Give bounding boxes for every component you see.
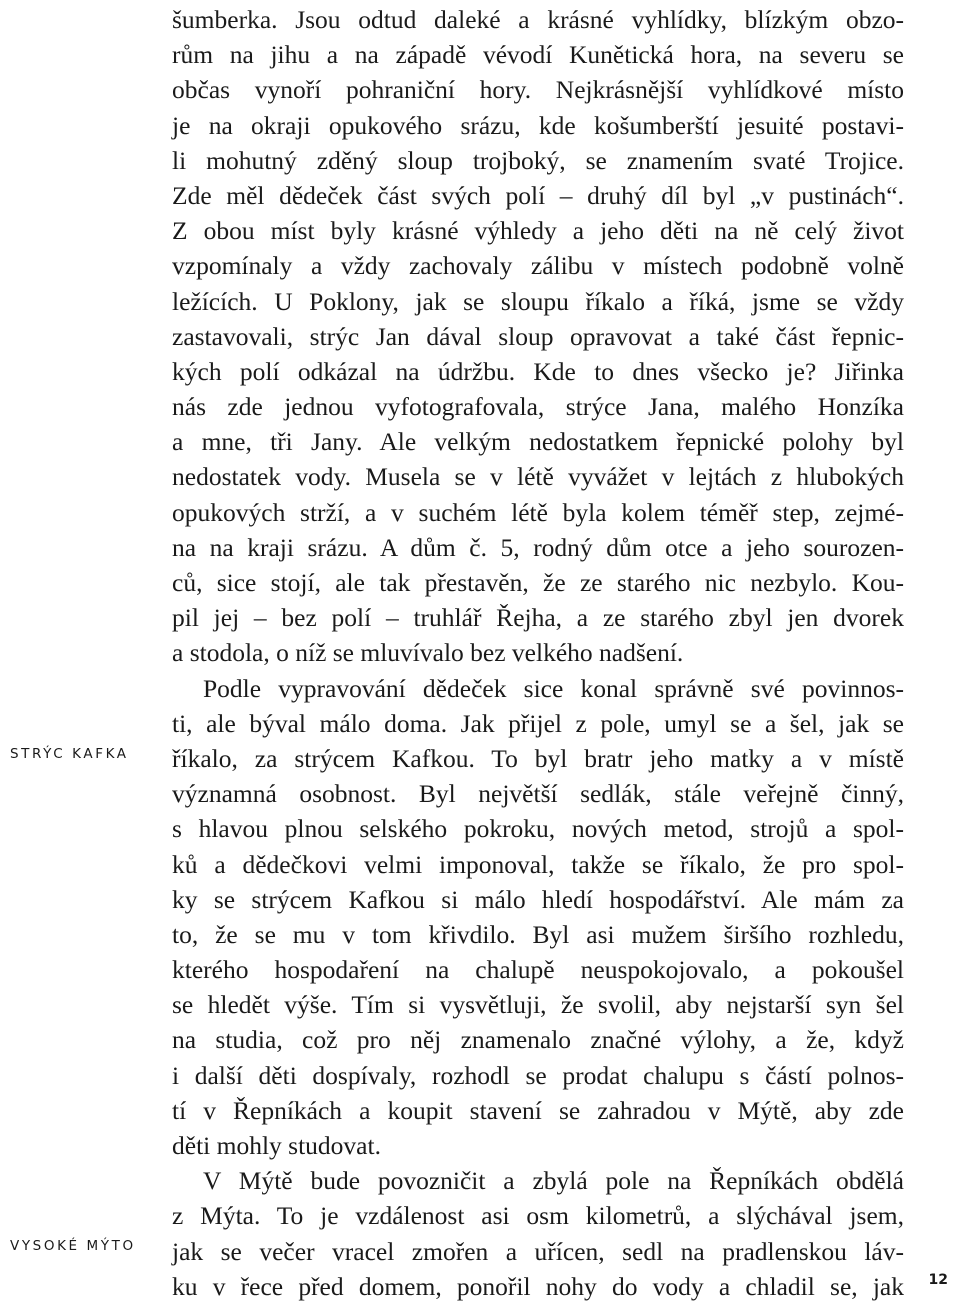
margin-note-vysoke-myto: VYSOKÉ MÝTO bbox=[10, 1238, 136, 1254]
paragraph-3 bbox=[172, 1163, 904, 1304]
text-line: Podle vypravování dědeček sice konal správně své povinnos- bbox=[203, 673, 904, 703]
text-line: rům na jihu a na západě vévodí Kunětická hora, na severu se bbox=[172, 40, 904, 70]
text-line: V Mýtě bude povozničit a zbylá pole na Řepníkách obdělá bbox=[203, 1166, 904, 1196]
text-line: a stodola, o níž se mluvívalo bez velkého nadšení. bbox=[172, 638, 684, 668]
text-line: Z obou míst byly krásné výhledy a jeho děti na ně celý život bbox=[172, 216, 904, 246]
paragraph-2 bbox=[172, 671, 904, 1164]
text-line: nedostatek vody. Musela se v létě vyvážet v lejtách z hlubokých bbox=[172, 462, 904, 492]
text-line: ků a dědečkovi velmi imponoval, takže se říkalo, že pro spol- bbox=[172, 849, 904, 879]
text-line: ležících. U Poklony, jak se sloupu říkalo a říká, jsme se vždy bbox=[172, 286, 904, 316]
text-line: jak se večer vracel zmořen a uřícen, sedl na pradlenskou láv- bbox=[172, 1236, 904, 1266]
page-number: 12 bbox=[928, 1272, 948, 1288]
text-line: Zde měl dědeček část svých polí – druhý díl byl „v pustinách“. bbox=[172, 180, 904, 210]
text-line: na na kraji srázu. A dům č. 5, rodný dům otce a jeho sourozen- bbox=[172, 532, 904, 562]
text-line: ku v řece před domem, ponořil nohy do vody a chladil se, jak bbox=[172, 1271, 904, 1301]
text-line: tí v Řepníkách a koupit stavení se zahradou v Mýtě, aby zde bbox=[172, 1095, 904, 1125]
text-line: opukových strží, a v suchém létě byla kolem téměř step, zejmé- bbox=[172, 497, 904, 527]
text-line: nás zde jednou vyfotografovala, strýce Jana, malého Honzíka bbox=[172, 392, 904, 422]
text-line: i další děti dospívaly, rozhodl se prodat chalupu s částí polnos- bbox=[172, 1060, 904, 1090]
text-line: s hlavou plnou selského pokroku, nových metod, strojů a spol- bbox=[172, 814, 904, 844]
text-line: se hledět výše. Tím si vysvětluji, že svolil, aby nejstarší syn šel bbox=[172, 990, 904, 1020]
margin-note-stryc-kafka: STRÝC KAFKA bbox=[10, 746, 129, 762]
body-text bbox=[172, 2, 904, 1304]
text-line: zastavovali, strýc Jan dával sloup opravovat a také část řepnic- bbox=[172, 321, 904, 351]
text-line: občas vynoří pohraniční hory. Nejkrásnější vyhlídkové místo bbox=[172, 75, 904, 105]
text-line: šumberka. Jsou odtud daleké a krásné vyhlídky, blízkým obzo- bbox=[172, 5, 904, 34]
text-line: říkalo, za strýcem Kafkou. To byl bratr jeho matky a v místě bbox=[172, 743, 904, 773]
text-line: vzpomínaly a vždy zachovaly zálibu v místech podobně volně bbox=[172, 251, 904, 281]
paragraph-1 bbox=[172, 2, 904, 671]
text-line: ti, ale býval málo doma. Jak přijel z pole, umyl se a šel, jak se bbox=[172, 708, 904, 738]
text-line: děti mohly studovat. bbox=[172, 1131, 381, 1160]
text-line: ců, sice stojí, ale tak přestavěn, že ze starého nic nezbylo. Kou- bbox=[172, 568, 904, 597]
text-line: z Mýta. To je vzdálenost asi osm kilometrů, a slýchával jsem, bbox=[172, 1201, 904, 1231]
text-line: kých polí odkázal na údržbu. Kde to dnes všecko je? Jiřinka bbox=[172, 356, 904, 386]
text-line: na studia, což pro něj znamenalo značné výlohy, a že, když bbox=[172, 1025, 904, 1055]
text-line: významná osobnost. Byl největší sedlák, stále veřejně činný, bbox=[172, 779, 904, 809]
text-line: li mohutný zděný sloup trojboký, se znamením svaté Trojice. bbox=[172, 145, 904, 175]
text-line: to, že se mu v tom křivdilo. Byl asi mužem širšího rozhledu, bbox=[172, 919, 904, 949]
text-line: a mne, tři Jany. Ale velkým nedostatkem řepnické polohy byl bbox=[172, 427, 904, 457]
text-line: ky se strýcem Kafkou si málo hledí hospodářství. Ale mám za bbox=[172, 884, 904, 914]
text-line: je na okraji opukového srázu, kde košumberští jesuité postavi- bbox=[172, 110, 904, 140]
text-line: kterého hospodaření na chalupě neuspokojovalo, a pokoušel bbox=[172, 955, 904, 985]
text-line: pil jej – bez polí – truhlář Řejha, a ze starého zbyl jen dvorek bbox=[172, 603, 904, 633]
